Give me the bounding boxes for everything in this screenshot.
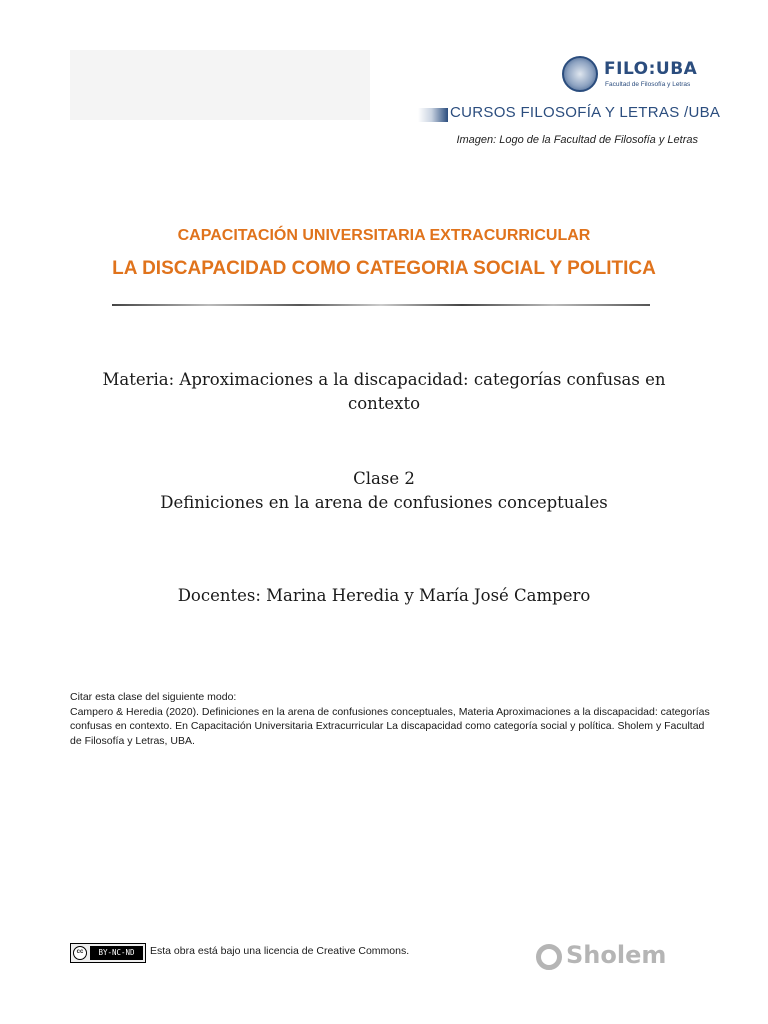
clase-title: Definiciones en la arena de confusiones conceptuales bbox=[160, 493, 608, 512]
cc-symbol: cc bbox=[73, 946, 87, 960]
title-divider bbox=[112, 304, 650, 306]
logo-subtitle: Facultad de Filosofía y Letras bbox=[605, 81, 691, 88]
logo-caption: Imagen: Logo de la Facultad de Filosofía y Letras bbox=[456, 134, 698, 146]
cursos-banner bbox=[418, 104, 721, 124]
citation-block bbox=[70, 690, 710, 748]
sholem-wordmark: Sholem bbox=[566, 941, 667, 969]
filo-uba-logo bbox=[562, 56, 702, 96]
cc-license-label: BY-NC-ND bbox=[90, 946, 143, 960]
header-watermark bbox=[70, 40, 370, 130]
banner-gradient-bar bbox=[418, 108, 448, 122]
clase-number: Clase 2 bbox=[353, 469, 415, 488]
sholem-logo-icon bbox=[536, 944, 562, 970]
university-seal-icon bbox=[562, 56, 598, 92]
course-title: CAPACITACIÓN UNIVERSITARIA EXTRACURRICULAR bbox=[177, 227, 591, 244]
banner-text: CURSOS FILOSOFÍA Y LETRAS /UBA bbox=[450, 104, 721, 121]
license-text: Esta obra está bajo una licencia de Creative Commons. bbox=[150, 945, 410, 957]
clase-block bbox=[80, 467, 688, 515]
creative-commons-icon[interactable] bbox=[70, 943, 146, 963]
materia-text: Materia: Aproximaciones a la discapacidad: categorías confusas en contexto bbox=[102, 370, 666, 413]
sholem-logo bbox=[536, 940, 686, 976]
citation-text: Campero & Heredia (2020). Definiciones en la arena de confusiones conceptuales, Materia Aproximaciones a la discapacidad: categorías confusas en contexto. En Capacitación Universitaria Extracurricular La discapacidad como categoría social y política. Sholem y Facultad de Filosofía y Letras, UBA. bbox=[70, 705, 710, 747]
citation-label: Citar esta clase del siguiente modo: bbox=[70, 691, 237, 703]
main-title: LA DISCAPACIDAD COMO CATEGORIA SOCIAL Y POLITICA bbox=[112, 258, 656, 279]
docentes-text: Docentes: Marina Heredia y María José Campero bbox=[177, 586, 591, 605]
logo-title: FILO:UBA bbox=[604, 59, 698, 79]
